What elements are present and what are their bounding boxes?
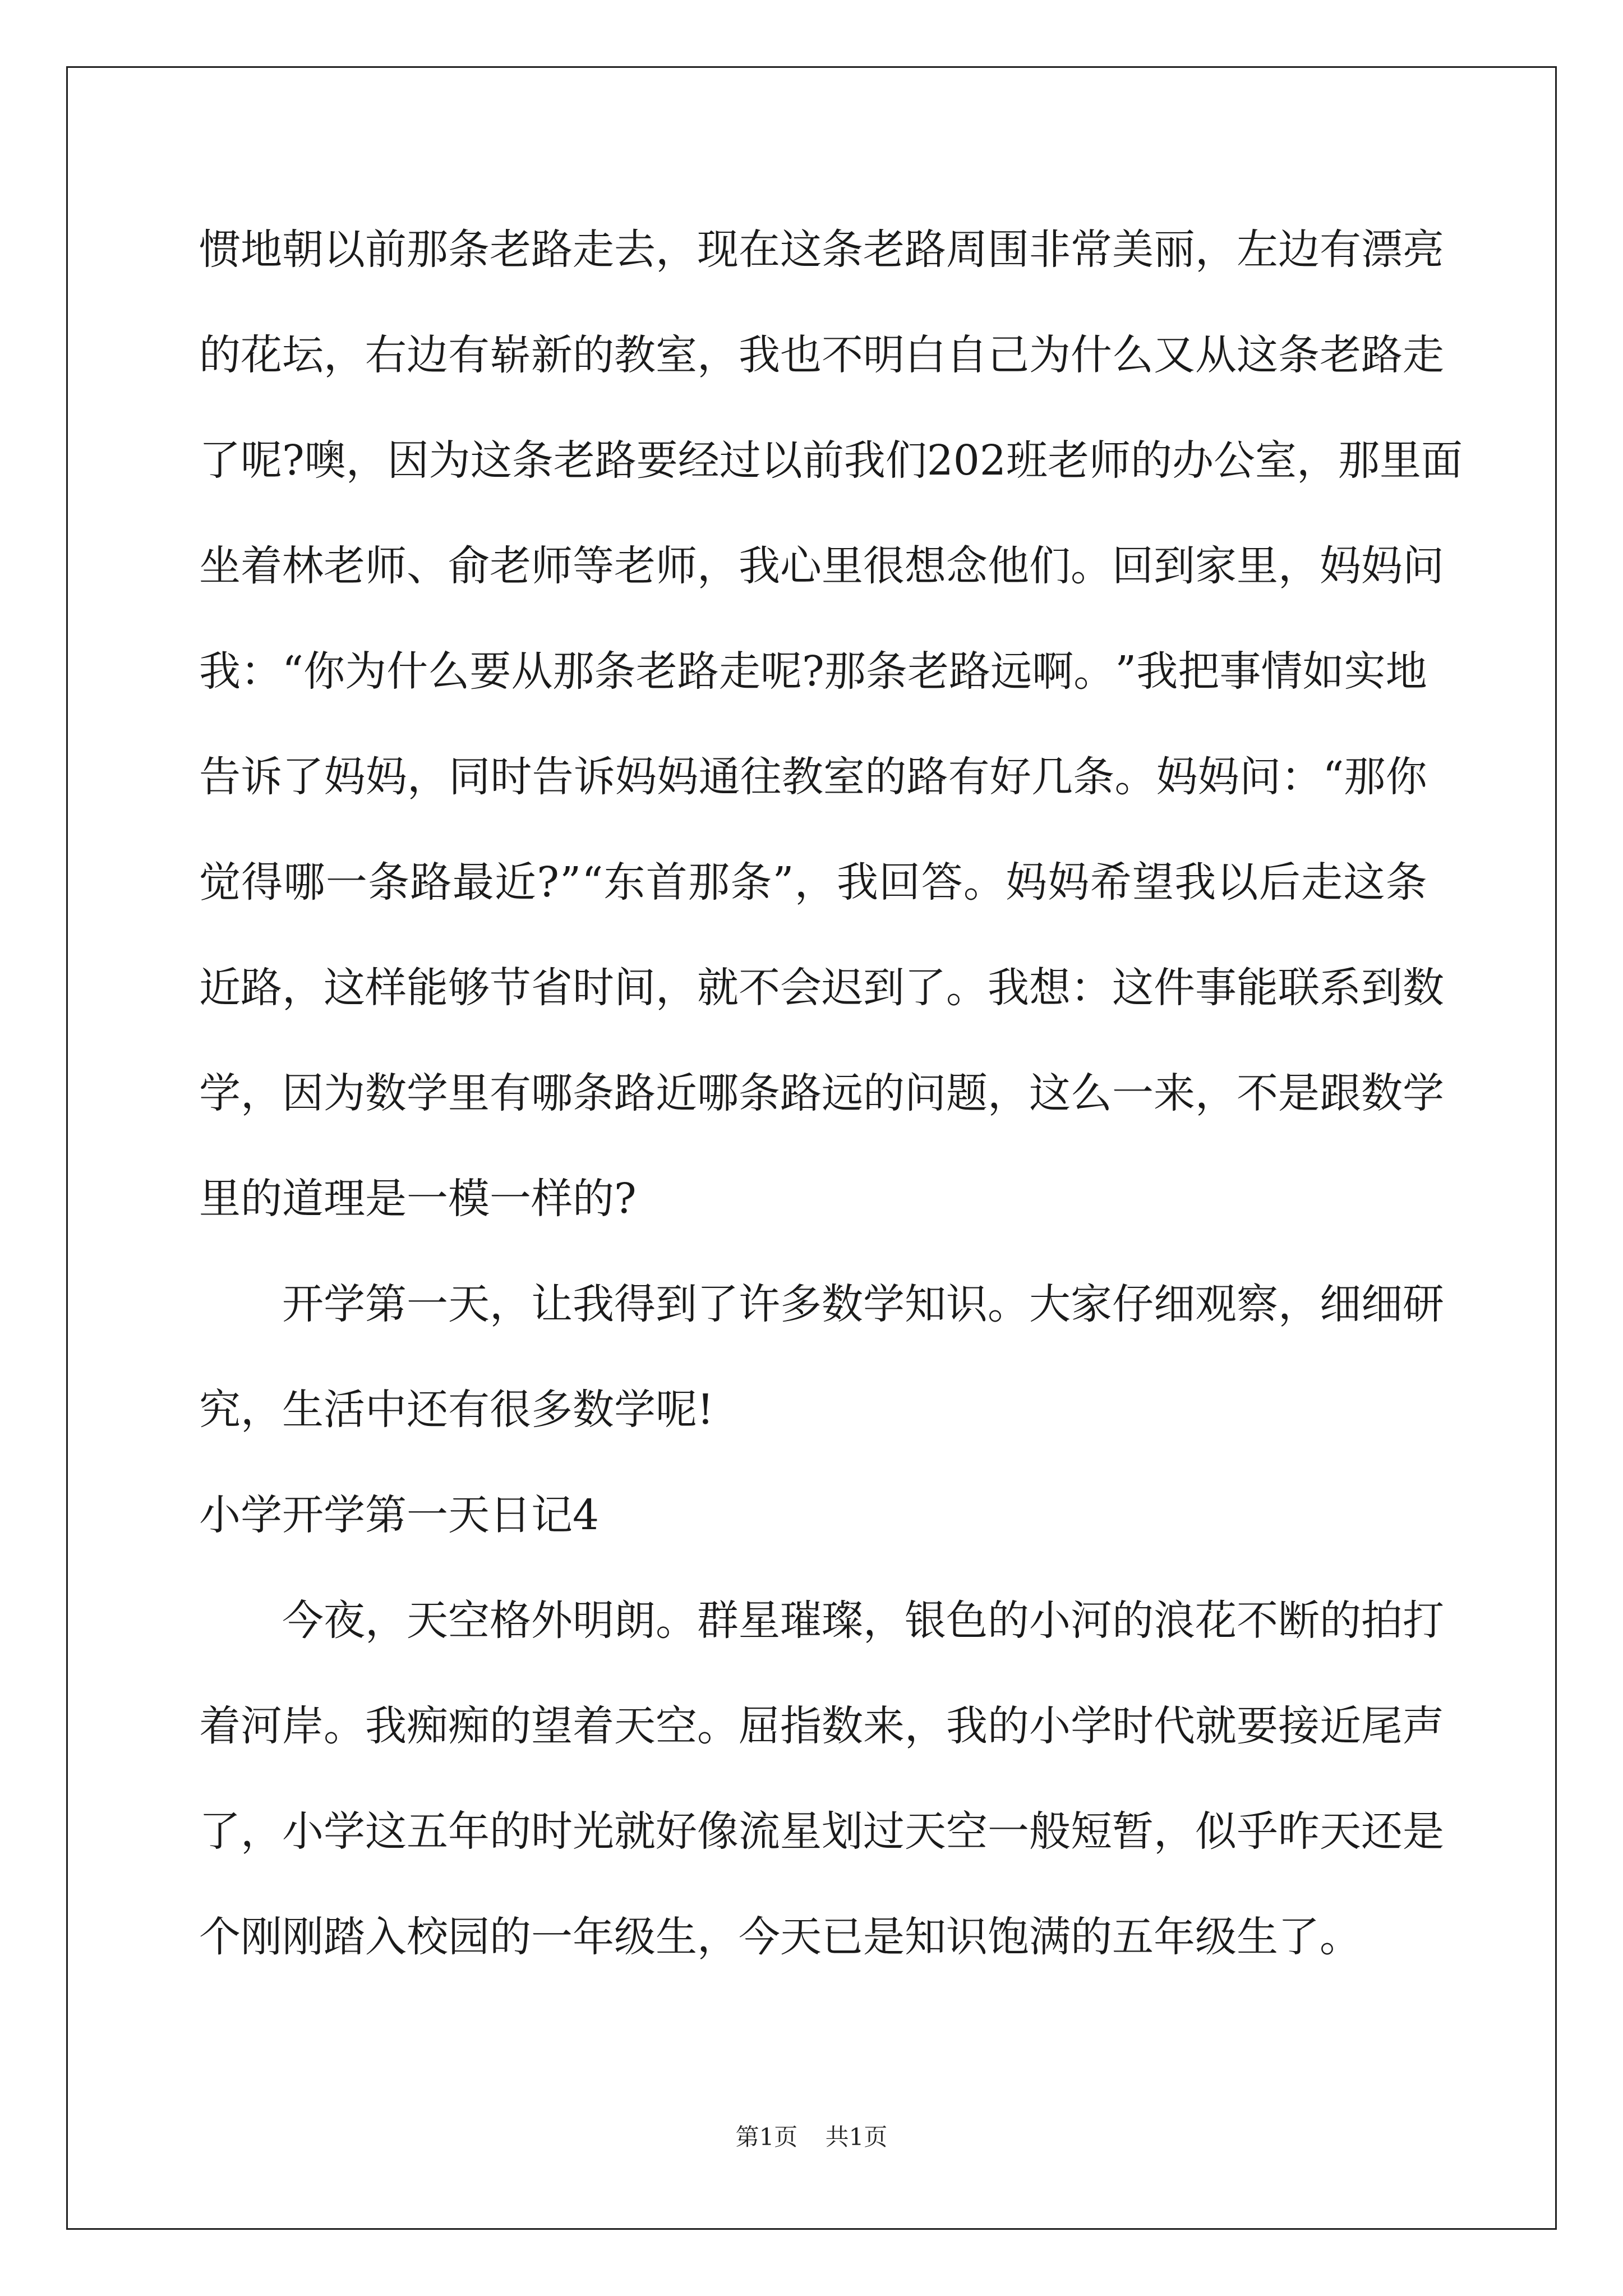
text-line: 坐 着 林 老 师 、 俞 老 师 等 老 师 ， 我 心 里 很 想 念 他 们 。 回 到 家 里 ， 妈 妈 问 [199,542,1444,590]
text-line: 觉 得 哪 一 条 路 最 近 ? ” “ 东 首 那 条 ” ， 我 回 答 。 妈 妈 希 望 我 以 后 走 这 条 [199,858,1427,907]
text-line: 开 学 第 一 天 ， 让 我 得 到 了 许 多 数 学 知 识 。 大 家 仔 细 观 察 ， 细 细 研 [282,1280,1444,1328]
section-heading: 小学开学第一天日记4 [199,1491,600,1539]
page-border [66,66,1557,2230]
text-line: 告 诉 了 妈 妈 ， 同 时 告 诉 妈 妈 通 往 教 室 的 路 有 好 几 条 。 妈 妈 问 ： “ 那 你 [199,753,1427,801]
text-line: 了 呢 ? 噢 ， 因 为 这 条 老 路 要 经 过 以 前 我 们 2 0 2 班 老 师 的 办 公 室 ， 那 里 面 [199,436,1463,485]
text-line: 的 花 坛 ， 右 边 有 崭 新 的 教 室 ， 我 也 不 明 白 自 己 为 什 么 又 从 这 条 老 路 走 [199,331,1444,379]
text-line: 了 ， 小 学 这 五 年 的 时 光 就 好 像 流 星 划 过 天 空 一 般 短 暂 ， 似 乎 昨 天 还 是 [199,1807,1444,1856]
text-line: 惯 地 朝 以 前 那 条 老 路 走 去 ， 现 在 这 条 老 路 周 围 非 常 美 丽 ， 左 边 有 漂 亮 [199,226,1444,274]
text-line: 近 路 ， 这 样 能 够 节 省 时 间 ， 就 不 会 迟 到 了 。 我 想 ： 这 件 事 能 联 系 到 数 [199,964,1444,1012]
text-line: 学 ， 因 为 数 学 里 有 哪 条 路 近 哪 条 路 远 的 问 题 ， 这 么 一 来 ， 不 是 跟 数 学 [199,1069,1444,1117]
text-line: 个刚刚踏入校园的一年级生，今天已是知识饱满的五年级生了。 [199,1913,1361,1961]
text-line: 今 夜 ， 天 空 格 外 明 朗 。 群 星 璀 璨 ， 银 色 的 小 河 的 浪 花 不 断 的 拍 打 [282,1596,1444,1645]
page-total: 共1页 [825,2123,888,2151]
text-line: 着 河 岸 。 我 痴 痴 的 望 着 天 空 。 屈 指 数 来 ， 我 的 小 学 时 代 就 要 接 近 尾 声 [199,1702,1444,1750]
text-line: 我 ： “ 你 为 什 么 要 从 那 条 老 路 走 呢 ? 那 条 老 路 远 啊 。 ” 我 把 事 情 如 实 地 [199,647,1427,696]
page-number: 第1页 [735,2123,798,2151]
page-footer [0,2120,1623,2154]
text-line: 究，生活中还有很多数学呢! [199,1386,714,1434]
text-line: 里的道理是一模一样的? [199,1175,637,1223]
